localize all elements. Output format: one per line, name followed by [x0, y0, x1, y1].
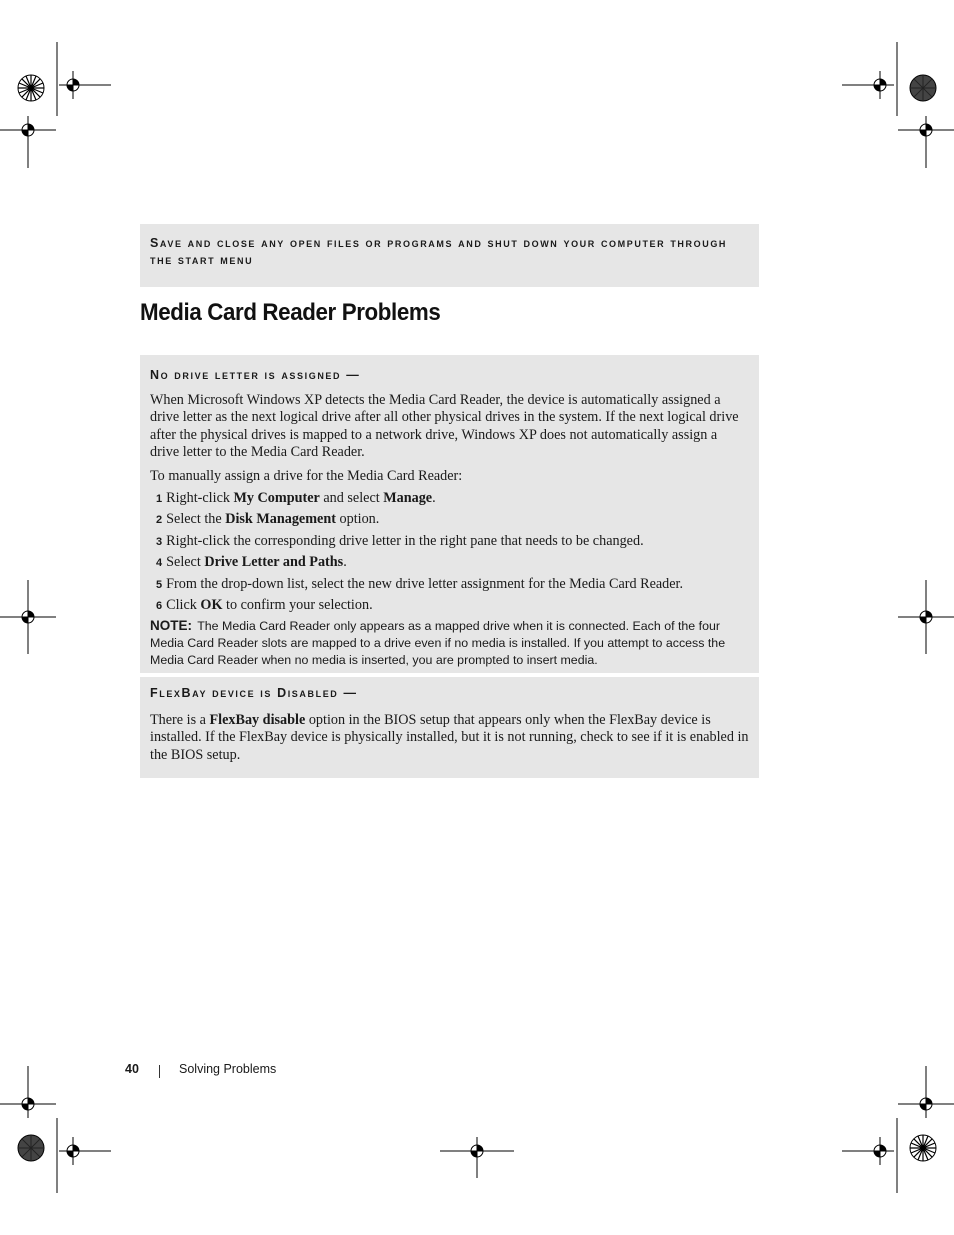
procedure-heading-box: [140, 224, 759, 287]
steps-lead-in: To manually assign a drive for the Media Card Reader:: [150, 467, 463, 484]
step-item: 3 Right-click the corresponding drive letter in the right pane that needs to be changed.: [156, 532, 644, 549]
step-item: 1 Right-click My Computer and select Manage.: [156, 490, 436, 507]
page-number: 40: [125, 1062, 139, 1076]
section-title: Media Card Reader Problems: [140, 299, 441, 326]
no-drive-letter-intro: When Microsoft Windows XP detects the Media Card Reader, the device is automatically assigned a drive letter as the next logical drive after all other physical drives in the system. If the next logical drive after the physical drives is mapped to a network drive, Windows XP does not automatically assign a drive letter to the Media Card Reader.: [150, 392, 739, 461]
step-item: 2 Select the Disk Management option.: [156, 511, 380, 528]
footer-separator: [159, 1065, 160, 1078]
note-text: The Media Card Reader only appears as a mapped drive when it is connected. Each of the four Media Card Reader slots are mapped to a drive even if no media is installed. If you attempt to access the Media Card Reader when no media is inserted, you are prompted to insert media.: [150, 619, 726, 668]
no-drive-letter-box: [140, 355, 759, 673]
footer-section-name: Solving Problems: [179, 1062, 277, 1076]
no-drive-letter-heading: No drive letter is assigned —: [150, 368, 361, 382]
procedure-heading: Save and close any open files or programs and shut down your computer through the start menu: [150, 236, 728, 267]
flexbay-text: There is a FlexBay disable option in the BIOS setup that appears only when the FlexBay device is installed. If the FlexBay device is physically installed, but it is not running, check to see if it is enabled in the BIOS setup.: [150, 712, 749, 763]
note: [150, 617, 749, 669]
flexbay-box: [140, 677, 759, 778]
step-item: 5 From the drop-down list, select the new drive letter assignment for the Media Card Reader.: [156, 575, 684, 592]
step-item: 6 Click OK to confirm your selection.: [156, 597, 373, 614]
note-label: NOTE:: [150, 618, 192, 634]
steps-list: [150, 488, 749, 616]
flexbay-heading: FlexBay device is Disabled —: [150, 686, 358, 700]
step-item: 4 Select Drive Letter and Paths.: [156, 554, 347, 571]
